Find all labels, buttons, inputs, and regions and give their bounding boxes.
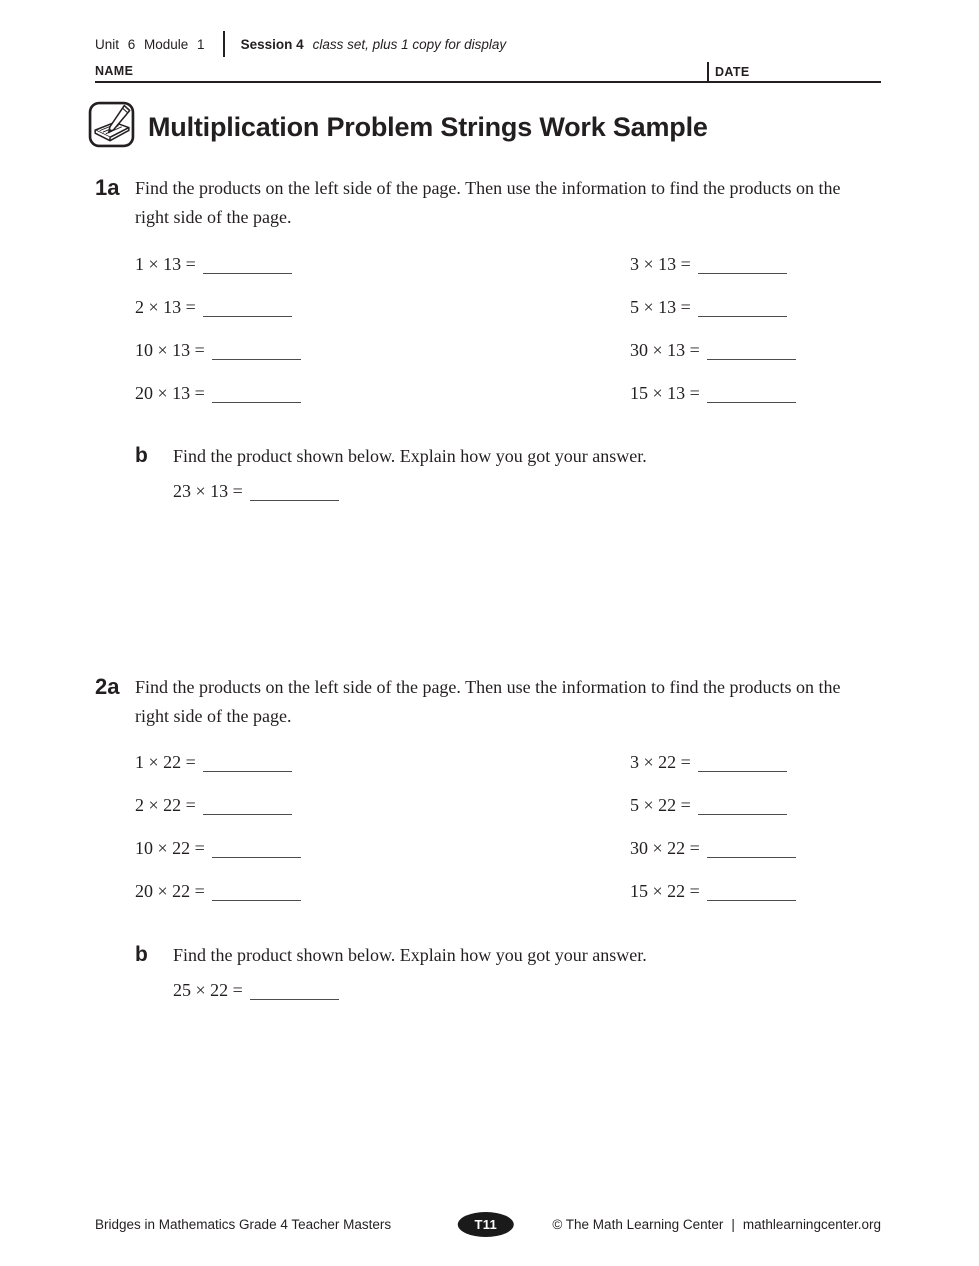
equation-text: 2 × 22 =: [135, 795, 196, 815]
footer-url: mathlearningcenter.org: [742, 1216, 881, 1232]
equation: [630, 254, 835, 275]
pencil-and-notepad-icon: [88, 101, 135, 153]
section-1a-number: 1a: [95, 175, 120, 200]
equation-text: 25 × 22 =: [173, 980, 243, 1000]
session-label: Session 4: [240, 36, 304, 52]
title-row: [88, 101, 708, 153]
equation: [135, 254, 630, 275]
answer-blank: [698, 758, 787, 772]
equation: [630, 297, 835, 318]
equation: [630, 340, 835, 361]
section-2b: [135, 942, 875, 1001]
equation-text: 3 × 13 =: [630, 254, 691, 274]
problem-grid: [135, 243, 835, 415]
answer-blank: [212, 389, 301, 403]
section-2b-label: b: [135, 943, 148, 966]
equation: [630, 881, 835, 902]
equation-text: 15 × 13 =: [630, 383, 700, 403]
answer-blank: [250, 487, 339, 501]
section-1a-instruction: Find the products on the left side of the page. Then use the information to find the products on the right side of the page.: [135, 178, 841, 227]
equation: [135, 297, 630, 318]
answer-blank: [707, 346, 796, 360]
unit-module-label: Unit 6 Module 1: [95, 36, 205, 52]
equation-text: 1 × 13 =: [135, 254, 196, 274]
equation-text: 2 × 13 =: [135, 297, 196, 317]
section-2a-instruction: Find the products on the left side of the page. Then use the information to find the products on the right side of the page.: [135, 677, 841, 726]
page-header: [95, 31, 506, 57]
answer-blank: [212, 346, 301, 360]
footer-publisher: [552, 1217, 881, 1232]
equation: [630, 838, 835, 859]
equation: [173, 481, 647, 502]
name-label: NAME: [95, 64, 134, 78]
equation-text: 23 × 13 =: [173, 481, 243, 501]
page-number-badge: T11: [458, 1212, 514, 1237]
equation-text: 30 × 13 =: [630, 340, 700, 360]
page-footer: [95, 1210, 881, 1238]
section-1b: [135, 443, 875, 502]
session-note: class set, plus 1 copy for display: [312, 36, 507, 52]
equation-text: 15 × 22 =: [630, 881, 700, 901]
section-2a-number: 2a: [95, 674, 120, 699]
equation-text: 3 × 22 =: [630, 752, 691, 772]
answer-blank: [698, 303, 787, 317]
answer-blank: [203, 801, 292, 815]
equation-text: 10 × 22 =: [135, 838, 205, 858]
answer-blank: [203, 758, 292, 772]
section-1b-instruction: Find the product shown below. Explain how you got your answer.: [173, 446, 647, 466]
equation-text: 5 × 22 =: [630, 795, 691, 815]
equation: [630, 752, 835, 773]
answer-blank: [707, 389, 796, 403]
equation-text: 1 × 22 =: [135, 752, 196, 772]
equation: [135, 881, 630, 902]
answer-blank: [203, 260, 292, 274]
answer-blank: [707, 887, 796, 901]
equation-text: 10 × 13 =: [135, 340, 205, 360]
answer-blank: [212, 887, 301, 901]
date-group: [707, 62, 750, 82]
equation: [135, 795, 630, 816]
equation-text: 5 × 13 =: [630, 297, 691, 317]
page-title: Multiplication Problem Strings Work Sample: [148, 111, 708, 142]
answer-blank: [203, 303, 292, 317]
answer-blank: [250, 986, 339, 1000]
section-1b-label: b: [135, 444, 148, 467]
header-divider: [223, 31, 225, 57]
footer-separator: |: [731, 1216, 735, 1232]
equation: [135, 383, 630, 404]
problem-grid: [135, 741, 835, 913]
answer-blank: [698, 260, 787, 274]
equation: [135, 838, 630, 859]
answer-blank: [212, 844, 301, 858]
section-2a: [95, 673, 880, 731]
footer-book-title: Bridges in Mathematics Grade 4 Teacher Masters: [95, 1216, 392, 1232]
equation: [173, 980, 647, 1001]
section-1a: [95, 174, 880, 232]
date-label: DATE: [715, 65, 750, 79]
equation-text: 30 × 22 =: [630, 838, 700, 858]
equation: [630, 383, 835, 404]
equation-text: 20 × 13 =: [135, 383, 205, 403]
section-2b-instruction: Find the product shown below. Explain how you got your answer.: [173, 945, 647, 965]
equation: [135, 752, 630, 773]
footer-copyright: © The Math Learning Center: [552, 1216, 724, 1232]
answer-blank: [698, 801, 787, 815]
equation: [135, 340, 630, 361]
answer-blank: [707, 844, 796, 858]
equation: [630, 795, 835, 816]
equation-text: 20 × 22 =: [135, 881, 205, 901]
name-date-rule: [95, 81, 881, 83]
